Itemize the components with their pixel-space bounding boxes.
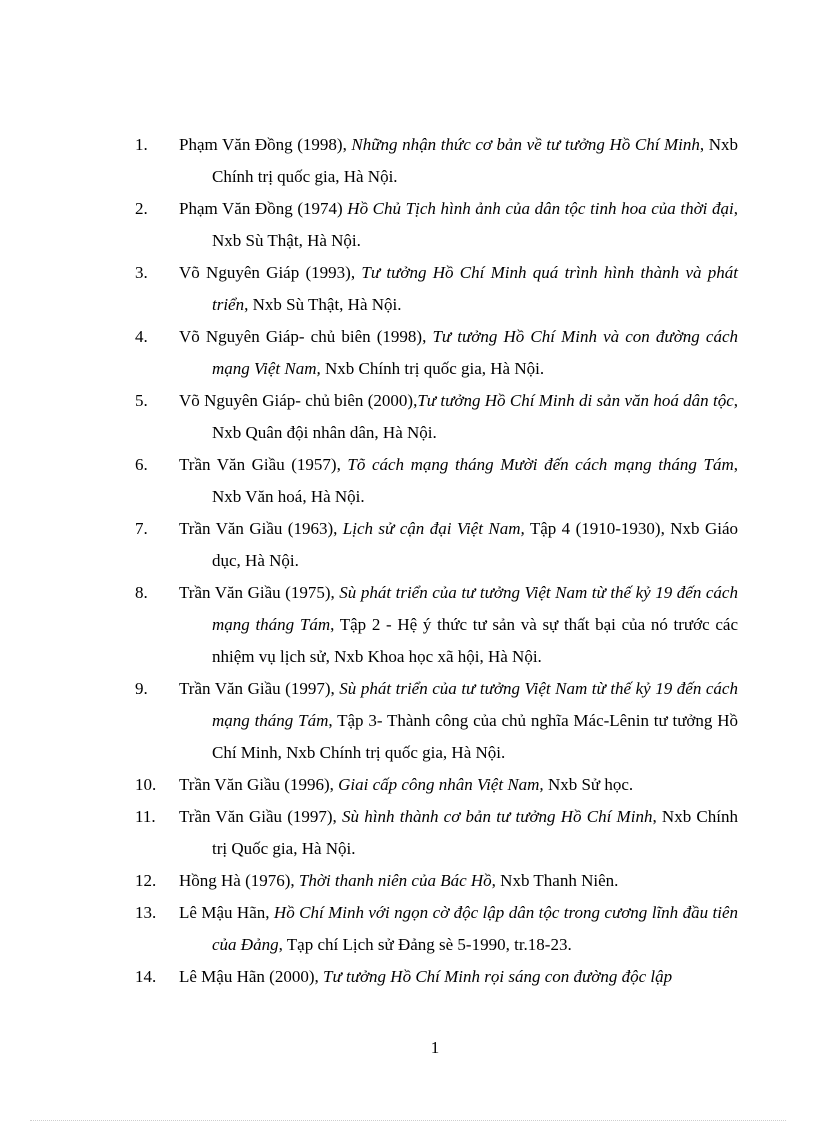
reference-author: Võ Nguyên Giáp- chủ biên (1998), [179, 327, 433, 346]
reference-author: Phạm Văn Đồng (1974) [179, 199, 348, 218]
reference-title: Sù hình thành cơ bản tư tưởng Hồ Chí Minh [342, 807, 653, 826]
page-bottom-divider [30, 1120, 786, 1121]
reference-number: 6. [135, 455, 148, 474]
reference-text [179, 577, 738, 673]
reference-item [135, 513, 738, 577]
reference-item [135, 129, 738, 193]
reference-author: Lê Mậu Hãn, [179, 903, 274, 922]
reference-publisher: , Tập 3- Thành công của chủ nghĩa Mác-Lênin tư tưởng Hồ Chí Minh, Nxb Chính trị quốc gia, Hà Nội. [212, 711, 738, 762]
reference-number: 12. [135, 871, 157, 890]
reference-list [135, 129, 738, 993]
reference-text [179, 257, 738, 321]
reference-number: 3. [135, 263, 148, 282]
reference-publisher: Nxb Sử học. [543, 775, 634, 794]
reference-publisher: Tập 4 (1910-1930), Nxb Giáo dục, Hà Nội. [212, 519, 738, 570]
reference-text [179, 897, 738, 961]
reference-number: 4. [135, 327, 148, 346]
reference-publisher: , Nxb Văn hoá, Hà Nội. [212, 455, 738, 506]
reference-text [179, 321, 738, 385]
reference-title: Tư tưởng Hồ Chí Minh di sản văn hoá dân tộc [417, 391, 734, 410]
reference-item [135, 449, 738, 513]
reference-title: Sù phát triển của tư tưởng Việt Nam từ thế kỷ 19 đến cách mạng tháng Tám [212, 583, 738, 634]
reference-title: Tư tưởng Hồ Chí Minh và con đường cách mạng Việt Nam, [212, 327, 738, 378]
reference-author: Võ Nguyên Giáp- chủ biên (2000), [179, 391, 418, 410]
reference-number: 11. [135, 807, 156, 826]
reference-number: 14. [135, 967, 157, 986]
reference-title: Hồ Chí Minh với ngọn cờ độc lập dân tộc trong cương lĩnh đầu tiên của Đảng [212, 903, 738, 954]
reference-text [179, 961, 738, 993]
reference-author: Phạm Văn Đồng (1998), [179, 135, 352, 154]
reference-item [135, 193, 738, 257]
reference-publisher: , Nxb Chính trị quốc gia, Hà Nội. [212, 135, 738, 186]
reference-item [135, 257, 738, 321]
reference-publisher: , Nxb Quân đội nhân dân, Hà Nội. [212, 391, 738, 442]
reference-number: 8. [135, 583, 148, 602]
reference-publisher: , Tạp chí Lịch sử Đảng sè 5-1990, tr.18-23. [278, 935, 572, 954]
reference-author: Trần Văn Giầu (1997), [179, 679, 340, 698]
reference-item [135, 385, 738, 449]
reference-author: Trần Văn Giầu (1997), [179, 807, 343, 826]
reference-publisher: , Nxb Sù Thật, Hà Nội. [212, 199, 738, 250]
reference-text [179, 513, 738, 577]
reference-publisher: , Nxb Sù Thật, Hà Nội. [244, 295, 402, 314]
reference-number: 7. [135, 519, 148, 538]
reference-number: 5. [135, 391, 148, 410]
reference-publisher: , Tập 2 - Hệ ý thức tư sản và sự thất bại của nó trước các nhiệm vụ lịch sử, Nxb Khoa học xã hội, Hà Nội. [212, 615, 738, 666]
reference-title: Sù phát triển của tư tưởng Việt Nam từ thế kỷ 19 đến cách mạng tháng Tám [212, 679, 738, 730]
reference-text [179, 865, 738, 897]
page-number: 1 [430, 1038, 440, 1057]
reference-item [135, 577, 738, 673]
reference-author: Võ Nguyên Giáp (1993), [179, 263, 362, 282]
reference-title: Hồ Chủ Tịch hình ảnh của dân tộc tinh hoa của thời đại [347, 199, 734, 218]
reference-text [179, 769, 738, 801]
reference-text [179, 801, 738, 865]
reference-number: 10. [135, 775, 157, 794]
reference-number: 13. [135, 903, 157, 922]
reference-number: 9. [135, 679, 148, 698]
reference-author: Trần Văn Giầu (1957), [179, 455, 348, 474]
reference-text [179, 193, 738, 257]
reference-author: Hồng Hà (1976), [179, 871, 299, 890]
reference-author: Trần Văn Giầu (1963), [179, 519, 343, 538]
reference-title: Giai cấp công nhân Việt Nam, [338, 775, 544, 794]
reference-author: Trần Văn Giầu (1996), [179, 775, 339, 794]
reference-publisher: Nxb Chính trị quốc gia, Hà Nội. [320, 359, 545, 378]
reference-author: Lê Mậu Hãn (2000), [179, 967, 323, 986]
reference-title: Lịch sử cận đại Việt Nam, [342, 519, 525, 538]
reference-item [135, 897, 738, 961]
reference-number: 2. [135, 199, 148, 218]
reference-title: Những nhận thức cơ bản về tư tưởng Hồ Chí Minh [351, 135, 700, 154]
reference-text [179, 449, 738, 513]
reference-item [135, 769, 738, 801]
reference-text [179, 673, 738, 769]
reference-publisher: , Nxb Chính trị Quốc gia, Hà Nội. [212, 807, 738, 858]
reference-title: Tư tưởng Hồ Chí Minh rọi sáng con đường độc lập [323, 967, 673, 986]
reference-text [179, 129, 738, 193]
reference-number: 1. [135, 135, 148, 154]
reference-publisher: , Nxb Thanh Niên. [491, 871, 619, 890]
reference-item [135, 865, 738, 897]
reference-title: Tư tưởng Hồ Chí Minh quá trình hình thành và phát triển [212, 263, 738, 314]
reference-item [135, 961, 738, 993]
reference-text [179, 385, 738, 449]
reference-title: Thời thanh niên của Bác Hồ [298, 871, 492, 890]
reference-title: Tõ cách mạng tháng Mười đến cách mạng tháng Tám [347, 455, 734, 474]
reference-item [135, 321, 738, 385]
reference-item [135, 801, 738, 865]
reference-author: Trần Văn Giầu (1975), [179, 583, 340, 602]
reference-item [135, 673, 738, 769]
